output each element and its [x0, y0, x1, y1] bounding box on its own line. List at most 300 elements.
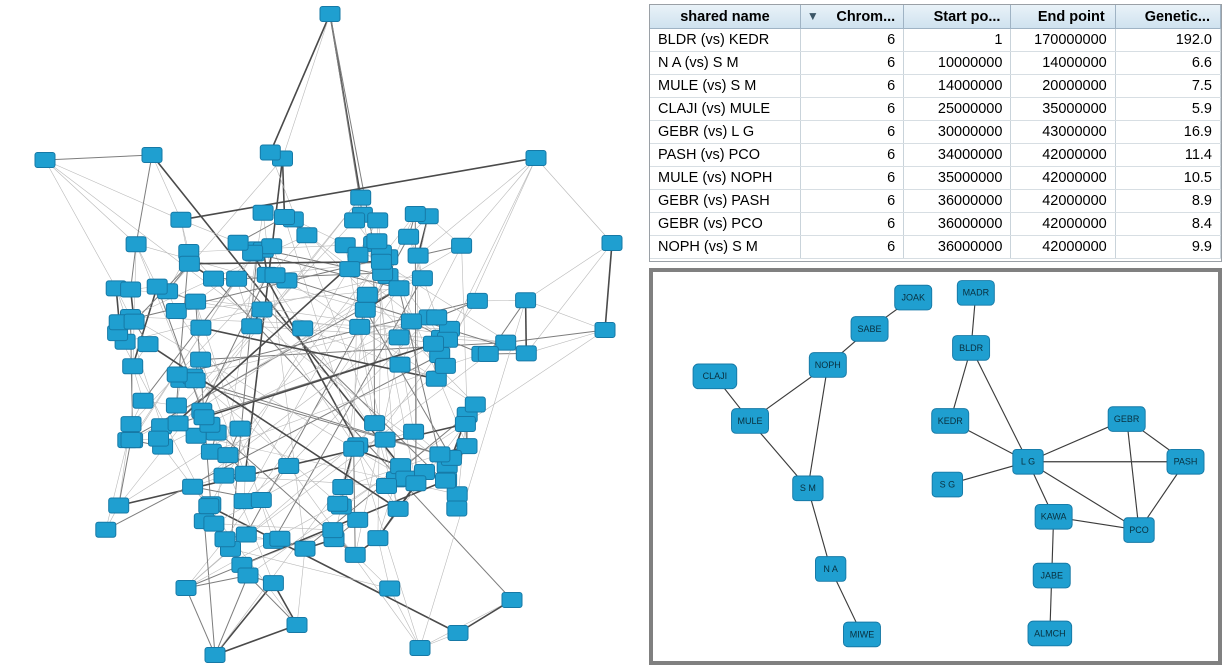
main-network-node-74[interactable] [262, 239, 282, 254]
node-shape[interactable] [408, 248, 428, 263]
subnetwork-node-kawa[interactable] [1035, 504, 1072, 529]
table-cell-chromosome[interactable]: 6 [800, 29, 903, 52]
main-network-node-7[interactable] [176, 581, 196, 596]
subnetwork-canvas[interactable] [653, 272, 1218, 661]
main-network-node-133[interactable] [345, 213, 365, 228]
node-shape[interactable] [345, 547, 365, 562]
main-network-node-5[interactable] [410, 641, 430, 656]
node-shape[interactable] [320, 7, 340, 22]
column-header-start-point[interactable]: Start po... [904, 5, 1011, 29]
main-network-node-117[interactable] [350, 319, 370, 334]
node-shape[interactable] [410, 641, 430, 656]
edge-table-panel[interactable] [649, 4, 1222, 262]
main-network-node-2[interactable] [526, 151, 546, 166]
main-network-node-100[interactable] [368, 531, 388, 546]
table-row[interactable] [650, 236, 1221, 259]
table-cell-end_point[interactable]: 35000000 [1011, 98, 1115, 121]
table-cell-chromosome[interactable]: 6 [800, 98, 903, 121]
table-cell-genetic[interactable]: 16.9 [1115, 121, 1220, 144]
main-network-node-44[interactable] [467, 293, 487, 308]
main-network-node-41[interactable] [253, 205, 273, 220]
table-row[interactable] [650, 167, 1221, 190]
main-network-node-60[interactable] [375, 432, 395, 447]
node-shape[interactable] [368, 531, 388, 546]
main-network-node-166[interactable] [251, 493, 271, 508]
column-header-genetic[interactable]: Genetic... [1115, 5, 1220, 29]
main-network-node-147[interactable] [371, 254, 391, 269]
node-shape[interactable] [235, 466, 255, 481]
table-cell-chromosome[interactable]: 6 [800, 75, 903, 98]
node-shape[interactable] [344, 441, 364, 456]
main-network-node-72[interactable] [390, 357, 410, 372]
node-shape[interactable] [194, 410, 214, 425]
node-shape[interactable] [166, 304, 186, 319]
table-cell-chromosome[interactable]: 6 [800, 121, 903, 144]
node-shape[interactable] [377, 479, 397, 494]
node-shape[interactable] [375, 432, 395, 447]
subnetwork-node-sabe[interactable] [851, 317, 888, 342]
subnetwork-node-almch[interactable] [1028, 621, 1072, 646]
subnetwork-node-noph[interactable] [809, 353, 846, 378]
node-shape[interactable] [328, 496, 348, 511]
main-network-node-0[interactable] [320, 7, 340, 22]
node-shape[interactable] [227, 271, 247, 286]
node-shape[interactable] [295, 541, 315, 556]
main-network-node-154[interactable] [435, 358, 455, 373]
main-network-node-160[interactable] [149, 431, 169, 446]
subnetwork-node-jabe[interactable] [1033, 563, 1070, 588]
main-network-node-159[interactable] [121, 433, 141, 448]
node-shape[interactable] [133, 393, 153, 408]
main-network-node-92[interactable] [297, 228, 317, 243]
table-row[interactable] [650, 29, 1221, 52]
node-shape[interactable] [262, 239, 282, 254]
node-shape[interactable] [496, 335, 516, 350]
subnetwork-node-mule[interactable] [732, 409, 769, 434]
table-row[interactable] [650, 75, 1221, 98]
table-cell-start_point[interactable]: 14000000 [904, 75, 1011, 98]
node-shape[interactable] [204, 516, 224, 531]
table-cell-end_point[interactable]: 42000000 [1011, 167, 1115, 190]
subnetwork-node-l-g[interactable] [1013, 449, 1043, 474]
main-network-node-4[interactable] [205, 648, 225, 663]
main-network-node-146[interactable] [408, 248, 428, 263]
node-shape[interactable] [447, 487, 467, 502]
table-cell-start_point[interactable]: 10000000 [904, 52, 1011, 75]
main-network-node-20[interactable] [404, 424, 424, 439]
node-shape[interactable] [340, 262, 360, 277]
main-network-node-33[interactable] [236, 527, 256, 542]
node-shape[interactable] [138, 337, 158, 352]
table-cell-shared_name[interactable]: PASH (vs) PCO [650, 144, 800, 167]
table-cell-chromosome[interactable]: 6 [800, 213, 903, 236]
main-network-node-126[interactable] [367, 234, 387, 249]
node-shape[interactable] [401, 314, 421, 329]
table-row[interactable] [650, 144, 1221, 167]
edge-table[interactable] [650, 5, 1221, 259]
node-shape[interactable] [355, 302, 375, 317]
node-shape[interactable] [149, 431, 169, 446]
node-shape[interactable] [427, 310, 447, 325]
node-shape[interactable] [270, 531, 290, 546]
node-shape[interactable] [123, 359, 143, 374]
table-cell-shared_name[interactable]: CLAJI (vs) MULE [650, 98, 800, 121]
node-shape[interactable] [168, 416, 188, 431]
table-cell-end_point[interactable]: 42000000 [1011, 236, 1115, 259]
main-network-node-85[interactable] [214, 468, 234, 483]
node-shape[interactable] [287, 618, 307, 633]
table-cell-genetic[interactable]: 5.9 [1115, 98, 1220, 121]
column-header-end-point[interactable]: End point [1011, 5, 1115, 29]
main-network-node-69[interactable] [496, 335, 516, 350]
table-cell-chromosome[interactable]: 6 [800, 144, 903, 167]
table-cell-shared_name[interactable]: BLDR (vs) KEDR [650, 29, 800, 52]
node-shape[interactable] [516, 346, 536, 361]
node-shape[interactable] [516, 293, 536, 308]
main-network-node-112[interactable] [275, 210, 295, 225]
table-cell-shared_name[interactable]: NOPH (vs) S M [650, 236, 800, 259]
main-network-node-103[interactable] [465, 397, 485, 412]
main-network-node-89[interactable] [126, 237, 146, 252]
node-shape[interactable] [293, 321, 313, 336]
main-network-node-95[interactable] [121, 282, 141, 297]
table-cell-shared_name[interactable]: GEBR (vs) PASH [650, 190, 800, 213]
table-cell-shared_name[interactable]: N A (vs) S M [650, 52, 800, 75]
subnetwork-node-s-g[interactable] [932, 472, 962, 497]
main-network-node-86[interactable] [123, 359, 143, 374]
table-row[interactable] [650, 121, 1221, 144]
node-shape[interactable] [109, 498, 129, 513]
table-cell-genetic[interactable]: 6.6 [1115, 52, 1220, 75]
node-shape[interactable] [389, 330, 409, 345]
main-network-node-131[interactable] [186, 294, 206, 309]
node-shape[interactable] [121, 282, 141, 297]
table-cell-chromosome[interactable]: 6 [800, 190, 903, 213]
node-shape[interactable] [121, 433, 141, 448]
main-network-node-148[interactable] [166, 398, 186, 413]
main-network-node-98[interactable] [345, 547, 365, 562]
main-network-node-40[interactable] [333, 480, 353, 495]
table-cell-end_point[interactable]: 42000000 [1011, 213, 1115, 236]
main-network-node-53[interactable] [191, 352, 211, 367]
main-network-node-150[interactable] [388, 501, 408, 516]
table-cell-chromosome[interactable]: 6 [800, 236, 903, 259]
subnetwork-node-miwe[interactable] [843, 622, 880, 647]
node-shape[interactable] [251, 493, 271, 508]
node-shape[interactable] [406, 476, 426, 491]
node-shape[interactable] [435, 358, 455, 373]
table-cell-shared_name[interactable]: MULE (vs) NOPH [650, 167, 800, 190]
main-network-node-107[interactable] [355, 302, 375, 317]
table-cell-end_point[interactable]: 20000000 [1011, 75, 1115, 98]
main-network-node-167[interactable] [124, 314, 144, 329]
main-network-node-144[interactable] [167, 367, 187, 382]
table-cell-end_point[interactable]: 42000000 [1011, 144, 1115, 167]
main-network-node-164[interactable] [204, 271, 224, 286]
main-network-node-93[interactable] [185, 373, 205, 388]
main-network-node-121[interactable] [227, 271, 247, 286]
node-shape[interactable] [323, 523, 343, 538]
node-shape[interactable] [365, 416, 385, 431]
main-network-node-83[interactable] [452, 238, 472, 253]
column-header-chromosome[interactable] [800, 5, 903, 29]
column-header-shared-name[interactable]: shared name [650, 5, 800, 29]
table-cell-start_point[interactable]: 25000000 [904, 98, 1011, 121]
node-shape[interactable] [199, 499, 219, 514]
node-shape[interactable] [263, 576, 283, 591]
subnetwork-view[interactable] [649, 268, 1222, 665]
subnetwork-node-gebr[interactable] [1108, 407, 1145, 432]
node-shape[interactable] [171, 212, 191, 227]
node-shape[interactable] [253, 205, 273, 220]
main-network-node-88[interactable] [430, 447, 450, 462]
table-cell-genetic[interactable]: 8.9 [1115, 190, 1220, 213]
main-network-node-130[interactable] [204, 516, 224, 531]
main-network-node-152[interactable] [436, 473, 456, 488]
node-shape[interactable] [179, 256, 199, 271]
main-network-node-106[interactable] [447, 501, 467, 516]
main-network-node-113[interactable] [230, 421, 250, 436]
main-network-node-55[interactable] [279, 459, 299, 474]
main-network-node-10[interactable] [142, 148, 162, 163]
main-network-node-102[interactable] [96, 522, 116, 537]
node-shape[interactable] [452, 238, 472, 253]
main-network-node-81[interactable] [389, 330, 409, 345]
main-network-node-115[interactable] [199, 499, 219, 514]
filter-icon[interactable]: ▼ [806, 9, 819, 23]
main-network-node-132[interactable] [340, 262, 360, 277]
main-network-node-140[interactable] [357, 287, 377, 302]
main-network-node-109[interactable] [166, 304, 186, 319]
node-shape[interactable] [351, 190, 371, 205]
main-network-node-77[interactable] [348, 512, 368, 527]
node-shape[interactable] [191, 352, 211, 367]
table-cell-start_point[interactable]: 34000000 [904, 144, 1011, 167]
table-cell-chromosome[interactable]: 6 [800, 167, 903, 190]
node-shape[interactable] [96, 522, 116, 537]
main-network-node-90[interactable] [133, 393, 153, 408]
main-network-node-62[interactable] [270, 531, 290, 546]
main-network-node-11[interactable] [595, 323, 615, 338]
node-shape[interactable] [121, 417, 141, 432]
node-shape[interactable] [357, 287, 377, 302]
table-cell-end_point[interactable]: 42000000 [1011, 190, 1115, 213]
main-network-node-1[interactable] [35, 153, 55, 168]
table-cell-start_point[interactable]: 36000000 [904, 190, 1011, 213]
main-network-node-87[interactable] [380, 581, 400, 596]
main-network-node-123[interactable] [293, 321, 313, 336]
node-shape[interactable] [399, 229, 419, 244]
node-shape[interactable] [279, 459, 299, 474]
node-shape[interactable] [252, 302, 272, 317]
table-cell-genetic[interactable]: 7.5 [1115, 75, 1220, 98]
node-shape[interactable] [205, 648, 225, 663]
main-network-node-138[interactable] [424, 336, 444, 351]
main-network-node-78[interactable] [263, 576, 283, 591]
table-cell-end_point[interactable]: 14000000 [1011, 52, 1115, 75]
main-network-node-128[interactable] [265, 268, 285, 283]
node-shape[interactable] [424, 336, 444, 351]
main-network-node-127[interactable] [171, 212, 191, 227]
main-network-node-97[interactable] [348, 247, 368, 262]
main-network-node-96[interactable] [516, 346, 536, 361]
main-network-node-58[interactable] [412, 271, 432, 286]
main-network-node-134[interactable] [365, 416, 385, 431]
node-shape[interactable] [595, 323, 615, 338]
main-network-node-42[interactable] [183, 479, 203, 494]
table-cell-genetic[interactable]: 8.4 [1115, 213, 1220, 236]
node-shape[interactable] [371, 254, 391, 269]
node-shape[interactable] [35, 153, 55, 168]
node-shape[interactable] [390, 357, 410, 372]
main-network-node-114[interactable] [368, 213, 388, 228]
node-shape[interactable] [204, 271, 224, 286]
main-network-node-156[interactable] [194, 410, 214, 425]
main-network-node-37[interactable] [235, 466, 255, 481]
table-cell-genetic[interactable]: 10.5 [1115, 167, 1220, 190]
node-shape[interactable] [297, 228, 317, 243]
main-network-node-46[interactable] [109, 498, 129, 513]
subnetwork-node-pash[interactable] [1167, 449, 1204, 474]
main-network-node-91[interactable] [455, 417, 475, 432]
node-shape[interactable] [236, 527, 256, 542]
node-shape[interactable] [345, 213, 365, 228]
table-cell-start_point[interactable]: 1 [904, 29, 1011, 52]
table-cell-shared_name[interactable]: GEBR (vs) L G [650, 121, 800, 144]
main-network-node-17[interactable] [295, 541, 315, 556]
node-shape[interactable] [215, 532, 235, 547]
main-network-node-161[interactable] [215, 532, 235, 547]
main-network-node-9[interactable] [502, 593, 522, 608]
node-shape[interactable] [436, 473, 456, 488]
main-network-node-163[interactable] [179, 256, 199, 271]
main-network-node-165[interactable] [138, 337, 158, 352]
table-cell-chromosome[interactable]: 6 [800, 52, 903, 75]
main-network-node-94[interactable] [168, 416, 188, 431]
table-cell-genetic[interactable]: 11.4 [1115, 144, 1220, 167]
subnetwork-node-kedr[interactable] [932, 409, 969, 434]
main-network-node-6[interactable] [287, 618, 307, 633]
table-cell-start_point[interactable]: 36000000 [904, 236, 1011, 259]
main-network-node-149[interactable] [344, 441, 364, 456]
node-shape[interactable] [218, 448, 238, 463]
main-network-node-139[interactable] [228, 235, 248, 250]
main-network-nodes[interactable] [35, 7, 622, 663]
main-network-node-3[interactable] [602, 236, 622, 251]
node-shape[interactable] [478, 347, 498, 362]
main-network-node-22[interactable] [401, 314, 421, 329]
node-shape[interactable] [467, 293, 487, 308]
node-shape[interactable] [430, 447, 450, 462]
edge-table-body[interactable] [650, 29, 1221, 259]
main-network-node-66[interactable] [447, 487, 467, 502]
main-network-node-136[interactable] [218, 448, 238, 463]
node-shape[interactable] [368, 213, 388, 228]
node-shape[interactable] [447, 501, 467, 516]
node-shape[interactable] [124, 314, 144, 329]
main-network-node-38[interactable] [252, 302, 272, 317]
table-row[interactable] [650, 52, 1221, 75]
node-shape[interactable] [191, 320, 211, 335]
node-shape[interactable] [502, 593, 522, 608]
table-cell-end_point[interactable]: 170000000 [1011, 29, 1115, 52]
main-network-node-45[interactable] [427, 310, 447, 325]
subnetwork-node-claji[interactable] [693, 364, 737, 389]
main-network-node-101[interactable] [260, 145, 280, 160]
subnetwork-node-s-m[interactable] [793, 476, 823, 501]
node-shape[interactable] [602, 236, 622, 251]
main-network-node-153[interactable] [478, 347, 498, 362]
node-shape[interactable] [412, 271, 432, 286]
subnetwork-node-joak[interactable] [895, 285, 932, 310]
node-shape[interactable] [183, 479, 203, 494]
main-network-node-155[interactable] [323, 523, 343, 538]
table-cell-genetic[interactable]: 9.9 [1115, 236, 1220, 259]
node-shape[interactable] [126, 237, 146, 252]
node-shape[interactable] [147, 279, 167, 294]
table-cell-start_point[interactable]: 35000000 [904, 167, 1011, 190]
node-shape[interactable] [228, 235, 248, 250]
subnetwork-node-bldr[interactable] [953, 336, 990, 361]
table-cell-shared_name[interactable]: MULE (vs) S M [650, 75, 800, 98]
main-network-node-25[interactable] [242, 319, 262, 334]
main-network-node-8[interactable] [448, 626, 468, 641]
main-network-node-99[interactable] [389, 281, 409, 296]
table-cell-genetic[interactable]: 192.0 [1115, 29, 1220, 52]
main-network-node-105[interactable] [238, 568, 258, 583]
node-shape[interactable] [230, 421, 250, 436]
node-shape[interactable] [186, 294, 206, 309]
table-row[interactable] [650, 98, 1221, 121]
table-cell-shared_name[interactable]: GEBR (vs) PCO [650, 213, 800, 236]
main-network-node-157[interactable] [406, 476, 426, 491]
main-network-node-119[interactable] [377, 479, 397, 494]
subnetwork-node-madr[interactable] [957, 281, 994, 306]
node-shape[interactable] [367, 234, 387, 249]
node-shape[interactable] [526, 151, 546, 166]
main-network-node-145[interactable] [328, 496, 348, 511]
subnetwork-node-n-a[interactable] [815, 557, 845, 582]
subnetwork-nodes[interactable] [693, 281, 1204, 647]
node-shape[interactable] [405, 207, 425, 222]
node-shape[interactable] [214, 468, 234, 483]
main-network-node-162[interactable] [351, 190, 371, 205]
node-shape[interactable] [448, 626, 468, 641]
node-shape[interactable] [380, 581, 400, 596]
node-shape[interactable] [185, 373, 205, 388]
node-shape[interactable] [142, 148, 162, 163]
table-cell-start_point[interactable]: 30000000 [904, 121, 1011, 144]
node-shape[interactable] [242, 319, 262, 334]
main-network-node-137[interactable] [121, 417, 141, 432]
table-cell-start_point[interactable]: 36000000 [904, 213, 1011, 236]
node-shape[interactable] [348, 247, 368, 262]
main-network-node-75[interactable] [399, 229, 419, 244]
table-cell-end_point[interactable]: 43000000 [1011, 121, 1115, 144]
node-shape[interactable] [404, 424, 424, 439]
node-shape[interactable] [388, 501, 408, 516]
node-shape[interactable] [176, 581, 196, 596]
node-shape[interactable] [238, 568, 258, 583]
main-network-node-124[interactable] [516, 293, 536, 308]
node-shape[interactable] [389, 281, 409, 296]
node-shape[interactable] [166, 398, 186, 413]
node-shape[interactable] [350, 319, 370, 334]
node-shape[interactable] [275, 210, 295, 225]
main-network-node-129[interactable] [147, 279, 167, 294]
node-shape[interactable] [465, 397, 485, 412]
table-row[interactable] [650, 190, 1221, 213]
